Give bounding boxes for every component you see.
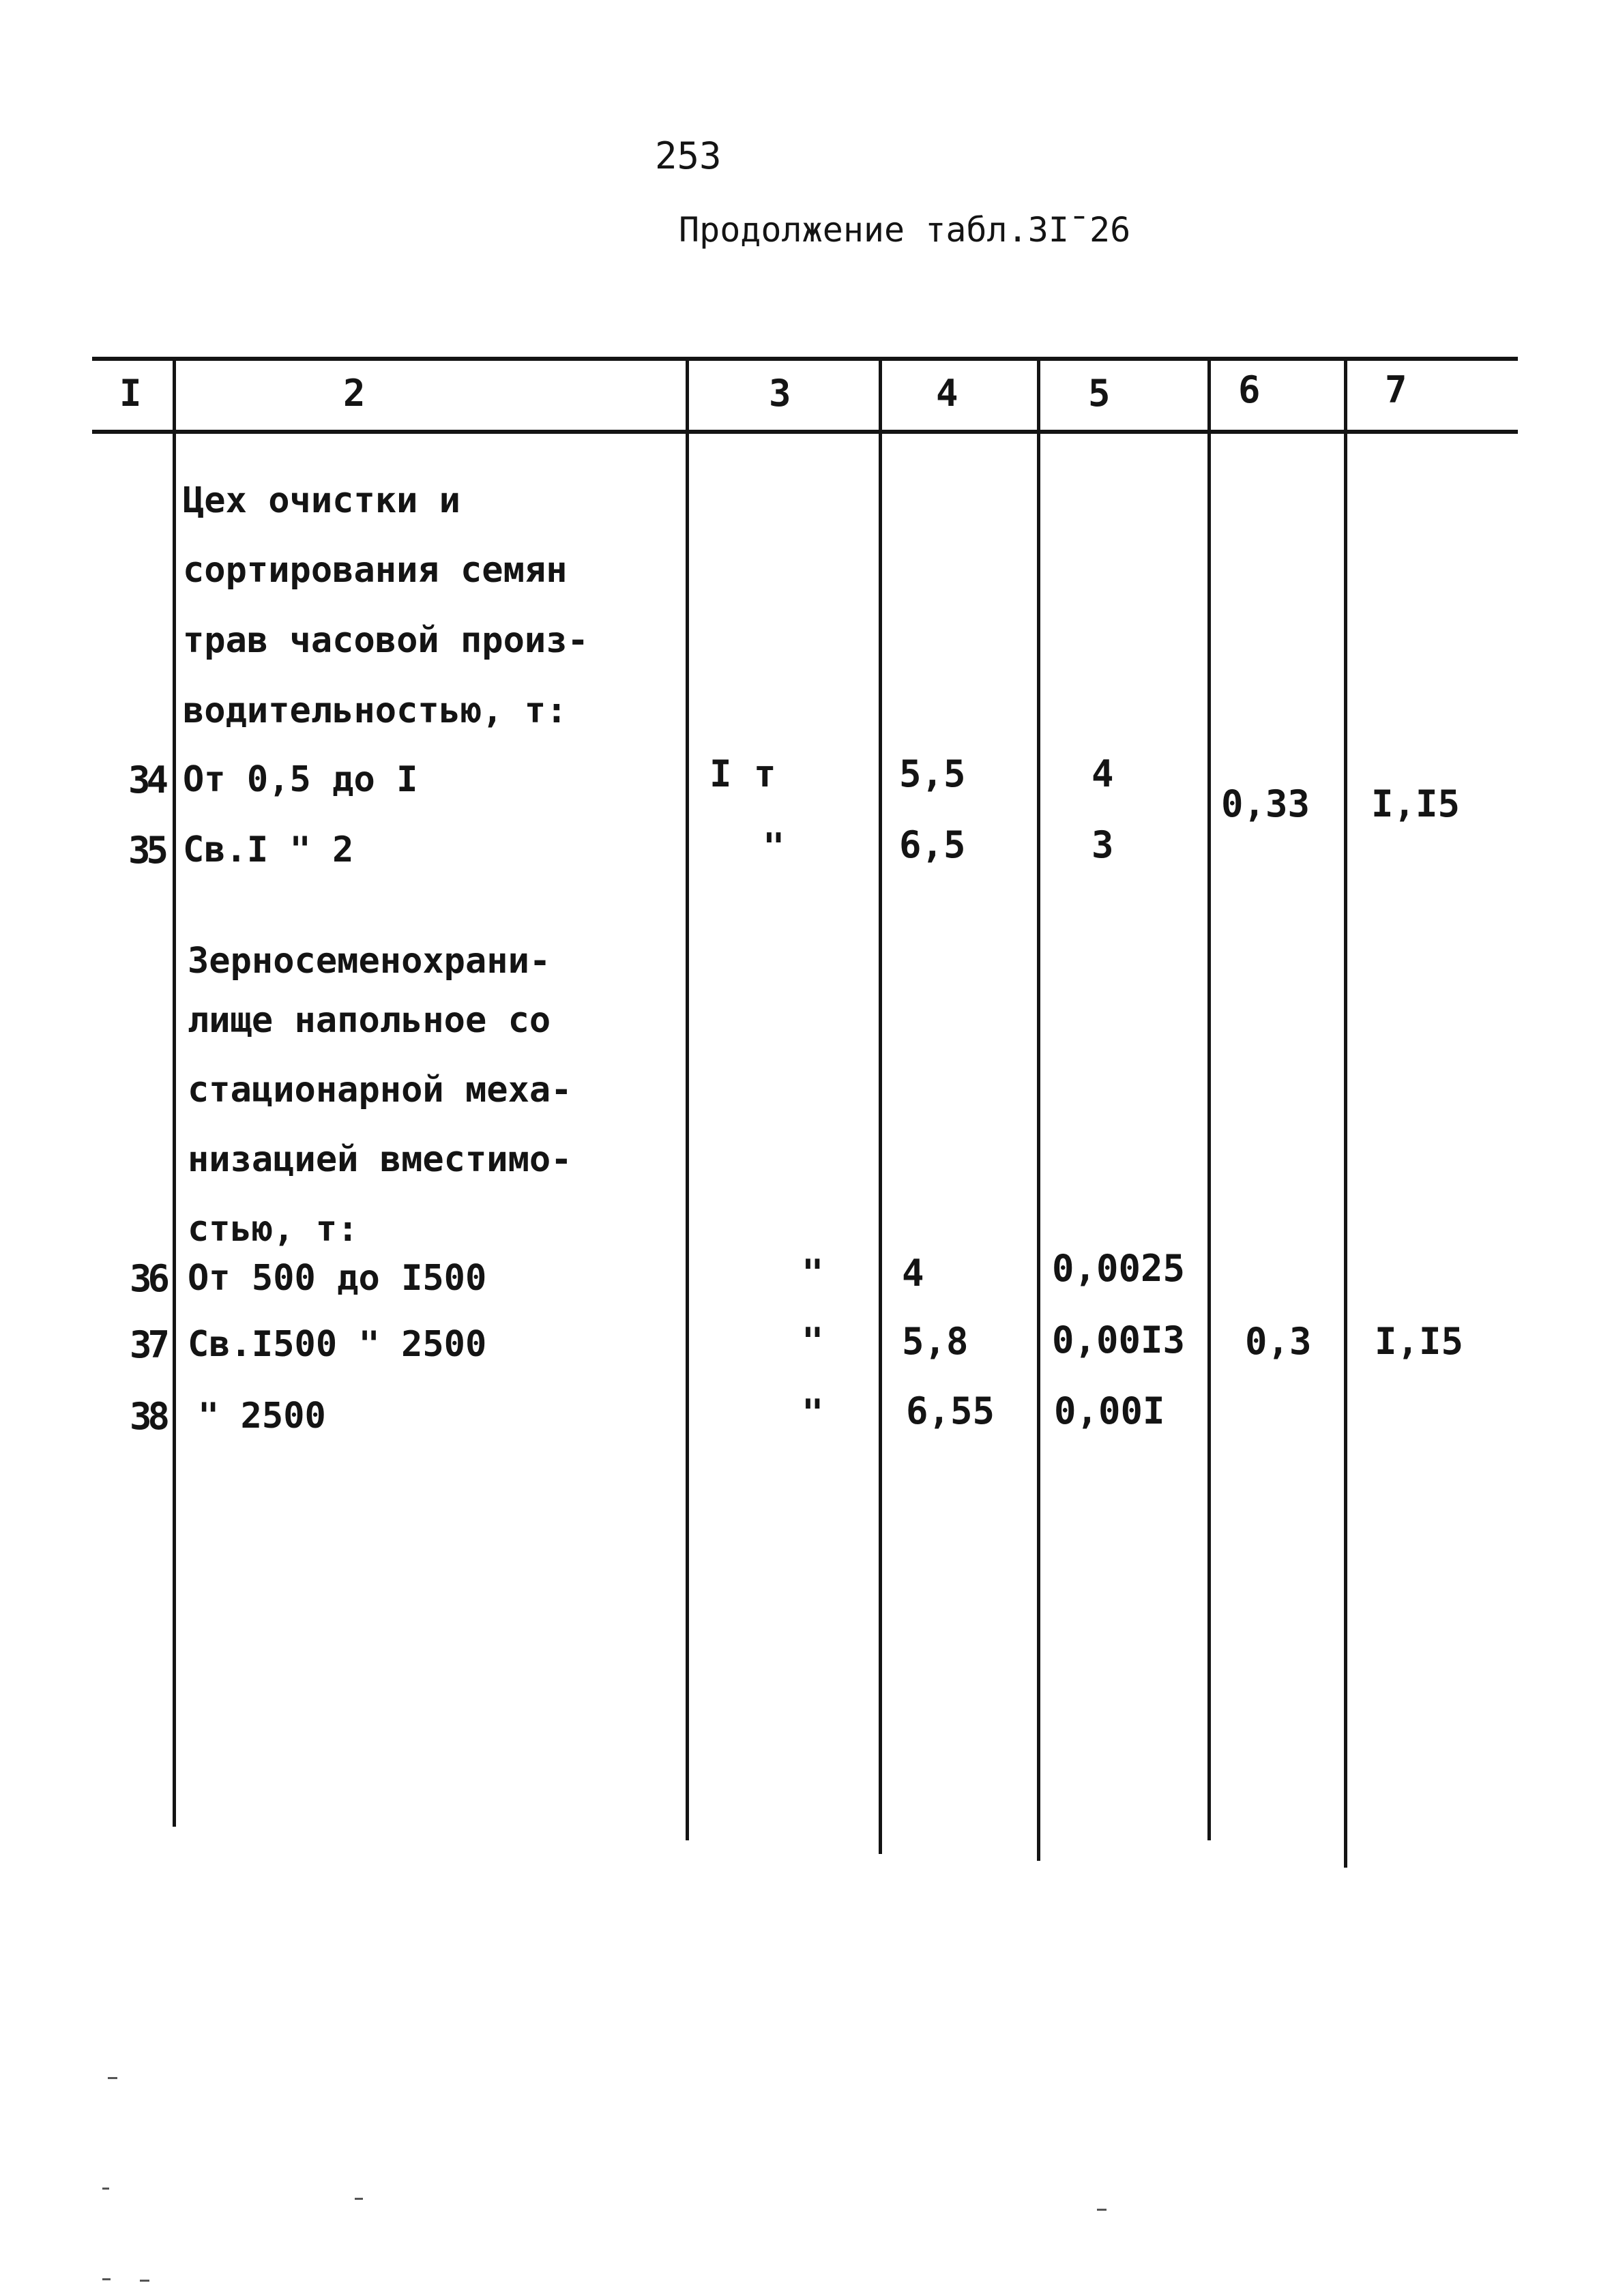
row-col5: 0,00I xyxy=(1054,1389,1165,1432)
column-header-4: 4 xyxy=(936,372,958,415)
scan-speck xyxy=(102,2188,109,2190)
table-caption: Продолжение табл.3I¯26 xyxy=(679,210,1131,250)
row-number: 38 xyxy=(130,1395,166,1438)
row-col5: 3 xyxy=(1091,823,1114,866)
scan-speck xyxy=(355,2198,363,2200)
group-col7: I,I5 xyxy=(1375,1320,1464,1363)
page-number: 253 xyxy=(655,134,722,177)
row-number: 36 xyxy=(130,1257,166,1300)
row-unit: " xyxy=(802,1392,824,1434)
column-divider-5 xyxy=(1207,360,1211,1840)
group-heading-line: водительностью, т: xyxy=(183,690,568,731)
row-number: 34 xyxy=(128,759,165,801)
row-col5: 4 xyxy=(1091,752,1114,795)
group-col6: 0,3 xyxy=(1245,1320,1312,1363)
row-unit: " xyxy=(763,825,785,868)
row-col5: 0,00I3 xyxy=(1052,1319,1186,1362)
column-header-5: 5 xyxy=(1088,372,1111,415)
scan-speck xyxy=(108,2077,117,2079)
column-header-3: 3 xyxy=(769,372,791,415)
header-bottom-rule xyxy=(92,430,1518,434)
scan-speck xyxy=(140,2280,149,2282)
group-col6: 0,33 xyxy=(1221,782,1310,825)
row-unit: " xyxy=(802,1320,824,1363)
table-top-rule xyxy=(92,357,1518,361)
group-heading-line: стью, т: xyxy=(188,1209,359,1250)
group-heading-line: Цех очистки и xyxy=(183,480,460,521)
column-header-2: 2 xyxy=(343,372,366,415)
row-col5: 0,0025 xyxy=(1052,1247,1186,1290)
group-heading-line: трав часовой произ- xyxy=(183,620,589,661)
group-heading-line: сортирования семян xyxy=(183,550,568,591)
column-divider-3 xyxy=(879,360,882,1854)
row-col4: 6,55 xyxy=(906,1389,995,1432)
row-name: Св.I " 2 xyxy=(183,829,354,870)
row-number: 37 xyxy=(130,1323,166,1366)
row-col4: 5,8 xyxy=(902,1320,969,1363)
row-unit: I т xyxy=(709,752,776,795)
group-heading-line: стационарной меха- xyxy=(188,1070,572,1110)
row-col4: 4 xyxy=(902,1252,924,1295)
scan-speck xyxy=(1097,2209,1107,2211)
row-number: 35 xyxy=(128,829,165,872)
row-col4: 5,5 xyxy=(899,752,966,795)
column-divider-1 xyxy=(173,360,176,1827)
row-name: " 2500 xyxy=(198,1396,326,1437)
group-heading-line: низацией вместимо- xyxy=(188,1139,572,1180)
group-heading-line: Зерносеменохрани- xyxy=(188,941,551,982)
row-name: От 0,5 до I xyxy=(183,759,418,800)
column-divider-2 xyxy=(686,360,689,1840)
column-header-6: 6 xyxy=(1238,368,1261,411)
group-heading-line: лище напольное со xyxy=(188,1000,551,1041)
column-divider-4 xyxy=(1037,360,1040,1861)
row-col4: 6,5 xyxy=(899,823,966,866)
group-col7: I,I5 xyxy=(1371,782,1461,825)
row-name: Св.I500 " 2500 xyxy=(188,1324,487,1365)
row-unit: " xyxy=(802,1252,824,1295)
scan-speck xyxy=(102,2278,111,2280)
column-header-1: I xyxy=(119,372,142,415)
row-name: От 500 до I500 xyxy=(188,1258,487,1299)
column-header-7: 7 xyxy=(1385,368,1407,411)
column-divider-6 xyxy=(1344,360,1347,1868)
